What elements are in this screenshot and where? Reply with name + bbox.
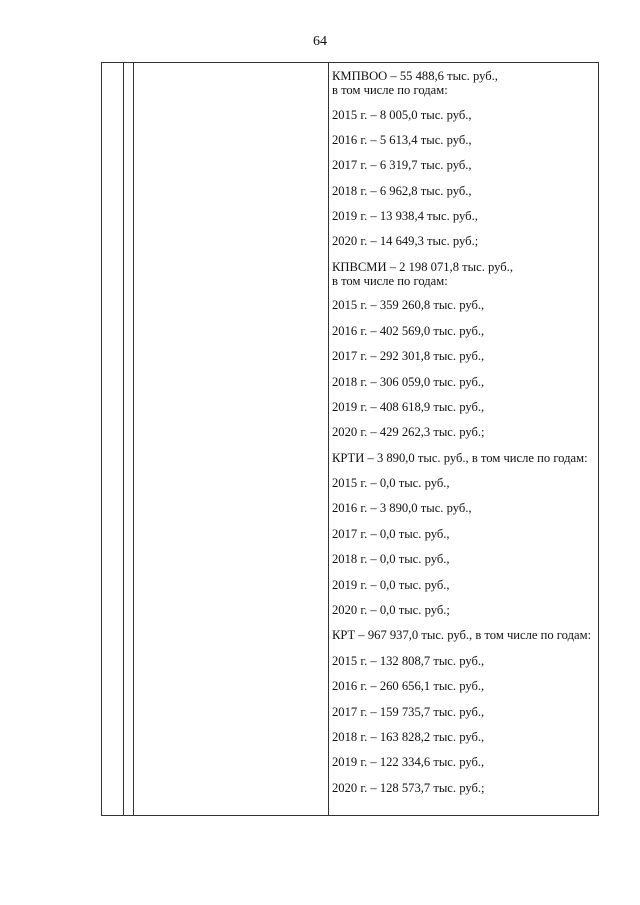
- year-row: 2016 г. – 402 569,0 тыс. руб.,: [332, 323, 485, 338]
- year-row: 2018 г. – 163 828,2 тыс. руб.,: [332, 729, 485, 744]
- page-number: 64: [313, 34, 327, 49]
- year-row: 2015 г. – 8 005,0 тыс. руб.,: [332, 107, 472, 122]
- year-row: 2020 г. – 0,0 тыс. руб.;: [332, 603, 450, 618]
- funding-content-cell: [332, 69, 598, 806]
- year-row: 2017 г. – 159 735,7 тыс. руб.,: [332, 704, 485, 719]
- section-header-krt: КРТ – 967 937,0 тыс. руб., в том числе по годам:: [332, 628, 592, 643]
- year-row: 2019 г. – 122 334,6 тыс. руб.,: [332, 755, 485, 770]
- year-row: 2017 г. – 6 319,7 тыс. руб.,: [332, 158, 472, 173]
- section-header-krti: КРТИ – 3 890,0 тыс. руб., в том числе по годам:: [332, 450, 588, 465]
- section-header-kmpvoo: [332, 69, 598, 108]
- column-divider: [133, 63, 134, 815]
- year-row: 2016 г. – 3 890,0 тыс. руб.,: [332, 501, 472, 516]
- year-row: 2018 г. – 306 059,0 тыс. руб.,: [332, 374, 485, 389]
- budget-table: [101, 62, 599, 816]
- year-row: 2020 г. – 14 649,3 тыс. руб.;: [332, 234, 479, 249]
- column-divider: [123, 63, 124, 815]
- year-row: 2020 г. – 429 262,3 тыс. руб.;: [332, 425, 485, 440]
- year-row: 2019 г. – 13 938,4 тыс. руб.,: [332, 209, 478, 224]
- section-subtitle: в том числе по годам:: [332, 273, 448, 288]
- section-title: КПВСМИ – 2 198 071,8 тыс. руб.,: [332, 259, 513, 274]
- year-row: 2017 г. – 0,0 тыс. руб.,: [332, 526, 450, 541]
- year-row: 2020 г. – 128 573,7 тыс. руб.;: [332, 780, 485, 795]
- column-divider: [328, 63, 329, 815]
- year-row: 2017 г. – 292 301,8 тыс. руб.,: [332, 349, 485, 364]
- year-row: 2016 г. – 260 656,1 тыс. руб.,: [332, 679, 485, 694]
- year-row: 2015 г. – 132 808,7 тыс. руб.,: [332, 653, 485, 668]
- year-row: 2015 г. – 0,0 тыс. руб.,: [332, 476, 450, 491]
- year-row: 2019 г. – 408 618,9 тыс. руб.,: [332, 399, 485, 414]
- section-header-kpvsmi: [332, 260, 598, 299]
- year-row: 2019 г. – 0,0 тыс. руб.,: [332, 577, 450, 592]
- year-row: 2018 г. – 6 962,8 тыс. руб.,: [332, 183, 472, 198]
- year-row: 2016 г. – 5 613,4 тыс. руб.,: [332, 132, 472, 147]
- year-row: 2018 г. – 0,0 тыс. руб.,: [332, 552, 450, 567]
- section-subtitle: в том числе по годам:: [332, 83, 448, 97]
- section-title: КМПВОО – 55 488,6 тыс. руб.,: [332, 69, 498, 83]
- year-row: 2015 г. – 359 260,8 тыс. руб.,: [332, 298, 485, 313]
